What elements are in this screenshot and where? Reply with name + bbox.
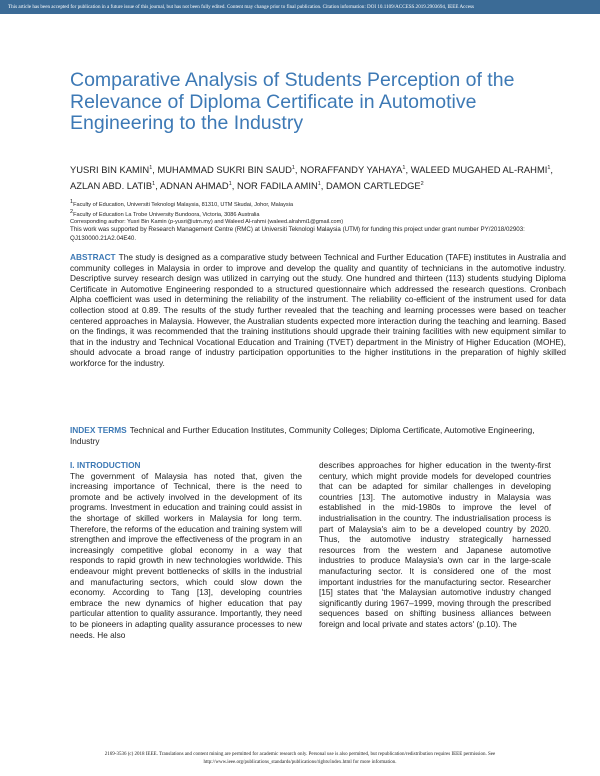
author-affiliation-mark: 1 (149, 165, 153, 171)
index-terms-text: Technical and Further Education Institutes, Community Colleges; Diploma Certificate, Automotive Engineering, Industry (70, 425, 535, 446)
author-name: NORAFFANDY YAHAYA (300, 164, 403, 176)
author-name: YUSRI BIN KAMIN (70, 164, 150, 176)
abstract-label: ABSTRACT (70, 252, 116, 262)
author-affiliation-mark: 1 (317, 181, 321, 188)
abstract-text: The study is designed as a comparative study between Technical and Further Education (TAFE) institutes in Australia and community colleges in Malaysia in order to improve and develop the quality and quantity of technicians in the automotive industry. Descriptive survey research design was utilized in carrying out the study. One hundred and thirteen (113) students studying Diploma Certificate in Automotive Engineering responded to a structured questionnaire which addressed the research questions. Cronbach Alpha coefficient was used in determining the reliability of the instrument. The reliability co-efficient of the instrument used for data collection stood at 0.89. The results of the study further revealed that the teaching and learning processes were based on teacher centered approaches in Malaysia. However, the Australian students expected more interaction during the teaching and learning. Based on the findings, it was recommended that the training institutions should upgrade their training facilities with new equipment similar to that in the industry and Technical Vocational Education and Training (TVET) department in the Ministry of Higher Education (MOHE), should advocate a broad range of industry participation opportunities to the higher institutions in the preparation of highly skilled workforce for the industry. (70, 252, 566, 368)
footer-line: http://www.ieee.org/publications_standards/publications/rights/index.html for more information. (203, 760, 397, 765)
abstract (70, 252, 566, 369)
affiliation-line (70, 199, 570, 209)
affiliation-mark: 2 (70, 208, 74, 215)
author-list: YUSRI BIN KAMIN$^1$, MUHAMMAD SUKRI BIN SAUD$^1$, NORAFFANDY YAHAYA$^1$, WALEED MUGAHED AL-RAHMI$^1$, AZLAN ABD. LATIB$^1$, ADNAN AHMAD$^1$, NOR FADILA AMIN$^1$, DAMON CARTLEDGE$^2$ (70, 164, 554, 192)
funding-note: This work was supported by Research Management Centre (RMC) at Universiti Teknologi Malaysia (UTM) for funding this project under grant number PY/2018/02903: QJ130000.21A2.04E40. (70, 226, 525, 242)
paper-title: Comparative Analysis of Students Perception of the Relevance of Diploma Certificate in Automotive Engineering to the Industry (70, 69, 515, 134)
author-affiliation-mark: 1 (402, 165, 406, 171)
author-name: DAMON CARTLEDGE (326, 180, 421, 192)
affiliation-mark: 1 (70, 199, 74, 205)
page-footer (0, 751, 600, 767)
author-name: NOR FADILA AMIN (236, 180, 318, 192)
author-affiliation-mark: 1 (547, 165, 551, 171)
section-heading: I. INTRODUCTION (70, 460, 141, 470)
author-affiliation-mark: 1 (291, 165, 295, 171)
footer-line: 2169-3536 (c) 2018 IEEE. Translations and content mining are permitted for academic research only. Personal use is also permitted, but republication/redistribution requires IEEE permission. See (104, 752, 496, 757)
body-column-right (319, 460, 551, 630)
author-name: ADNAN AHMAD (159, 180, 229, 192)
corresponding-author: Corresponding author: Yusri Bin Kamin (p-yusri@utm.my) and Waleed Al-rahmi (waleed.alrahmi1@gmail.com) (70, 218, 344, 225)
author-affiliation-mark: 1 (152, 181, 156, 188)
author-name: WALEED MUGAHED AL-RAHMI (410, 164, 548, 176)
body-text-left: The government of Malaysia has noted that, given the increasing importance of Technical, there is the need to promote and be actively involved in the development of its programs. Investment in education and training could assist in the shortage of skilled workers in Malaysia for long term. Therefore, the reforms of the education and training system will strengthen and improve the effectiveness of the program in an increasingly competitive global economy in a way that responds to rapid growth in new technologies worldwide. This endeavour might prevent bottlenecks of skills in the industrial and manufacturing sectors, which could slow down the economy. According to Tang [13], developing countries embrace the new dynamics of higher education that pay particular attention to quality assurance. Importantly, they need to be pioneers in adapting quality assurance processes to new needs. He also (70, 470, 302, 640)
author-affiliation-mark: 2 (420, 181, 424, 188)
body-column-left (70, 460, 302, 640)
index-terms (70, 425, 566, 446)
body-text-right: describes approaches for higher education in the twenty-first century, which might provide models for developed countries that can be adapted for similar challenges in developing countries [13]. The automotive industry in Malaysia was established in the mid-1980s to improve the level of industrialisation in the country. The industrialisation process is part of Malaysia's aim to be a developed country by 2020. Thus, the automotive industry strategically harnessed resources from the western and Japanese automotive industries to produce Malaysia's own car in the large-scale manufacturing sector. It is considered one of the most important industries for the manufacturing sector. Researcher [15] states that 'the Malaysian automotive industry changed significantly during 1967–1999, moving through the prescribed sequences based on shifting business alliances between foreign and local private and states actors' (p.10). The (319, 460, 551, 629)
affiliation-line (70, 209, 570, 219)
index-terms-label: INDEX TERMS (70, 425, 127, 435)
author-affiliation-mark: 1 (228, 181, 232, 188)
author-name: MUHAMMAD SUKRI BIN SAUD (157, 164, 292, 176)
header-banner: This article has been accepted for publication in a future issue of this journal, but has not been fully edited. Content may change prior to final publication. Citation information: DOI 10.1109/ACCESS.2019.2903694, IEEE Access (0, 0, 600, 14)
affiliation-text: Faculty of Education La Trobe University Bundoora, Victoria, 3086 Australia (73, 211, 260, 218)
affiliations (70, 199, 570, 226)
affiliation-text: Faculty of Education, Universiti Teknologi Malaysia, 81310, UTM Skudai, Johor, Malaysia (73, 201, 294, 208)
author-name: AZLAN ABD. LATIB (70, 180, 153, 192)
